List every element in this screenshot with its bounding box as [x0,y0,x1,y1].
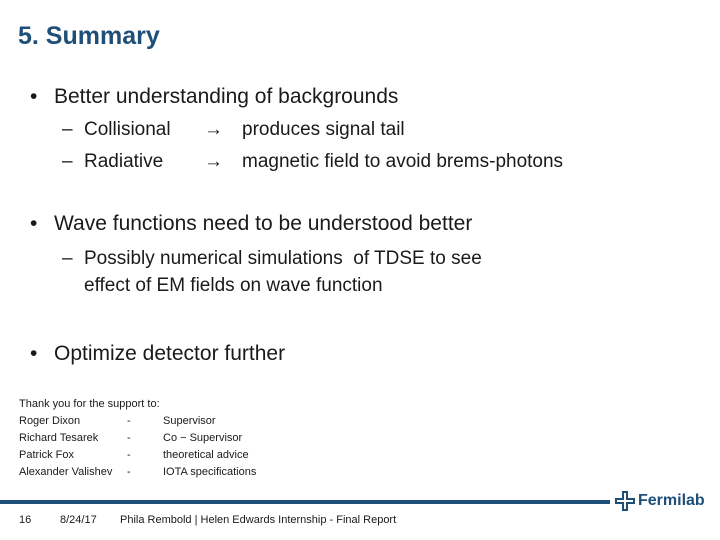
bullet-wave-functions [30,212,472,236]
footer-text: Phila Rembold | Helen Edwards Internship - Final Report [120,514,397,526]
logo-text: Fermilab [638,492,705,509]
bullet-backgrounds [30,85,398,109]
sub-detail: produces signal tail [242,119,405,140]
person-role: theoretical advice [163,449,249,461]
acknowledgements-heading: Thank you for the support to: [19,398,160,410]
sub-label: Radiative [84,151,164,172]
separator: - [127,449,131,461]
page-number: 16 [19,514,32,526]
dash: – [62,119,73,140]
arrow-icon: → [204,151,223,172]
footer-divider [0,500,610,504]
person-name: Roger Dixon [19,415,81,427]
bullet-text: Optimize detector further [54,342,286,365]
arrow-icon: → [204,119,223,140]
person-role: Co − Supervisor [163,432,243,444]
separator: - [127,415,131,427]
sub-text-line1: Possibly numerical simulations of TDSE to see [84,248,482,269]
acknowledgement-row [19,447,249,464]
bullet-optimize-detector [30,342,285,366]
sub-item-radiative [62,151,564,173]
bullet-text: Better understanding of backgrounds [54,85,399,108]
acknowledgement-row [19,430,243,447]
fermilab-logo [615,489,720,513]
sub-item-simulations [62,245,482,299]
person-role: IOTA specifications [163,466,257,478]
person-name: Richard Tesarek [19,432,99,444]
bullet-dot: • [30,85,38,108]
slide-title: 5. Summary [18,22,160,50]
acknowledgements [19,396,257,481]
person-name: Alexander Valishev [19,466,113,478]
separator: - [127,466,131,478]
acknowledgement-row [19,464,257,481]
bullet-text: Wave functions need to be understood better [54,212,473,235]
acknowledgement-row [19,413,216,430]
bullet-dot: • [30,212,38,235]
sub-detail: magnetic field to avoid brems-photons [242,151,564,172]
sub-label: Collisional [84,119,171,140]
person-role: Supervisor [163,415,216,427]
sub-text-line2: effect of EM fields on wave function [84,275,383,296]
dash: – [62,248,73,269]
dash: – [62,151,73,172]
fermilab-logo-icon [615,491,635,511]
footer-date: 8/24/17 [60,514,97,526]
sub-item-collisional [62,119,405,141]
bullet-dot: • [30,342,38,365]
separator: - [127,432,131,444]
person-name: Patrick Fox [19,449,75,461]
